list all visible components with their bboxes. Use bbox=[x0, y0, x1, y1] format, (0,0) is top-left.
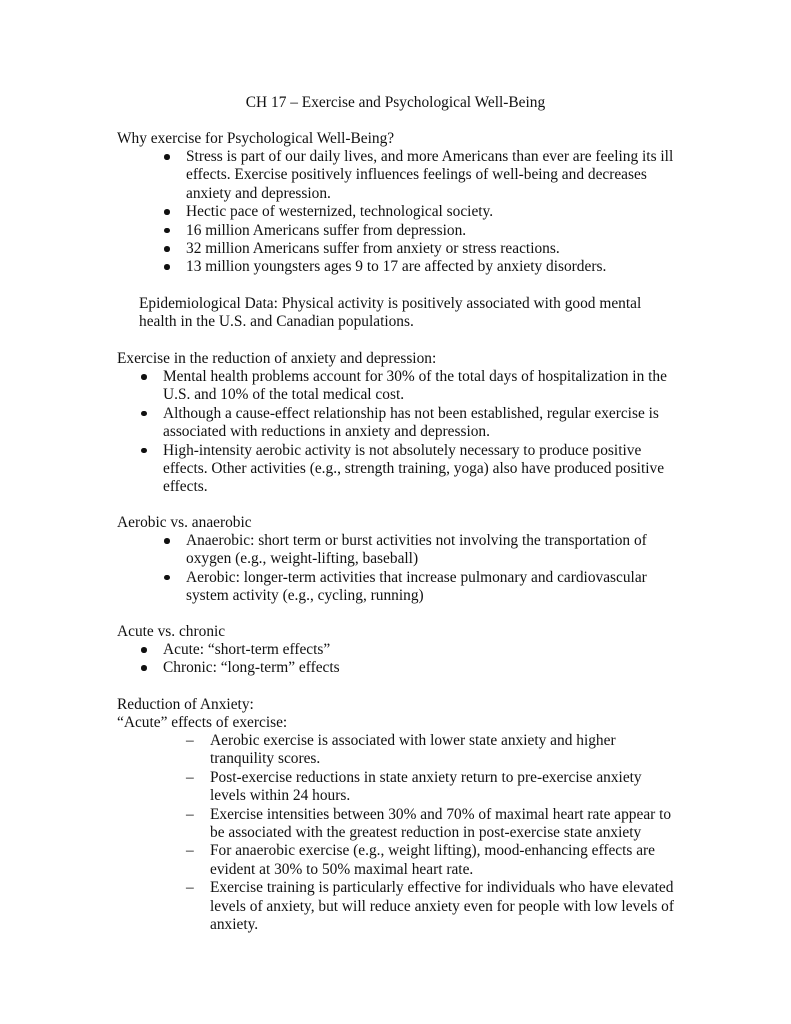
section-heading-why: Why exercise for Psychological Well-Being? bbox=[117, 130, 395, 147]
list-item: Chronic: “long-term” effects bbox=[139, 659, 539, 677]
list-item: – Post-exercise reductions in state anxiety return to pre-exercise anxiety levels within 24 hours. bbox=[186, 769, 680, 806]
list-item: High-intensity aerobic activity is not absolutely necessary to produce positive effects. Other activities (e.g., strength training, yoga) also have produced positive effects. bbox=[139, 442, 684, 497]
reduction-bullet-list bbox=[139, 368, 684, 497]
section-heading-aerobic: Aerobic vs. anaerobic bbox=[117, 514, 252, 531]
list-item: – Exercise training is particularly effective for individuals who have elevated levels of anxiety, but will reduce anxiety even for people with low levels of anxiety. bbox=[186, 879, 680, 934]
section-heading-anxiety: Reduction of Anxiety: bbox=[117, 696, 254, 713]
list-item: Hectic pace of westernized, technological society. bbox=[162, 203, 682, 221]
section-subheading-acute-effects: “Acute” effects of exercise: bbox=[117, 714, 288, 731]
list-item: Stress is part of our daily lives, and more Americans than ever are feeling its ill effects. Exercise positively influences feelings of well-being and decreases anxiety and depression. bbox=[162, 148, 682, 203]
list-item: Acute: “short-term effects” bbox=[139, 641, 539, 659]
section-heading-reduction: Exercise in the reduction of anxiety and depression: bbox=[117, 350, 437, 367]
list-item: Mental health problems account for 30% of the total days of hospitalization in the U.S. and 10% of the total medical cost. bbox=[139, 368, 684, 405]
section-heading-acute: Acute vs. chronic bbox=[117, 623, 226, 640]
list-item: 13 million youngsters ages 9 to 17 are affected by anxiety disorders. bbox=[162, 258, 682, 276]
list-item: – Aerobic exercise is associated with lower state anxiety and higher tranquility scores. bbox=[186, 732, 680, 769]
acute-bullet-list bbox=[139, 641, 539, 678]
page-title: CH 17 – Exercise and Psychological Well-Being bbox=[245, 94, 546, 111]
list-item: 16 million Americans suffer from depression. bbox=[162, 222, 682, 240]
why-bullet-list bbox=[162, 148, 682, 277]
list-item: 32 million Americans suffer from anxiety or stress reactions. bbox=[162, 240, 682, 258]
list-item: – Exercise intensities between 30% and 70% of maximal heart rate appear to be associated with the greatest reduction in post-exercise state anxiety bbox=[186, 806, 680, 843]
list-item: Although a cause-effect relationship has not been established, regular exercise is associated with reductions in anxiety and depression. bbox=[139, 405, 684, 442]
anxiety-dash-list bbox=[186, 732, 680, 934]
list-item: – For anaerobic exercise (e.g., weight lifting), mood-enhancing effects are evident at 30% to 50% maximal heart rate. bbox=[186, 842, 680, 879]
list-item: Anaerobic: short term or burst activities not involving the transportation of oxygen (e.g., weight-lifting, baseball) bbox=[162, 532, 667, 569]
aerobic-bullet-list bbox=[162, 532, 667, 606]
epidemiology-paragraph: Epidemiological Data: Physical activity is positively associated with good mental health in the U.S. and Canadian populations. bbox=[139, 295, 642, 331]
list-item: Aerobic: longer-term activities that increase pulmonary and cardiovascular system activity (e.g., cycling, running) bbox=[162, 569, 667, 606]
